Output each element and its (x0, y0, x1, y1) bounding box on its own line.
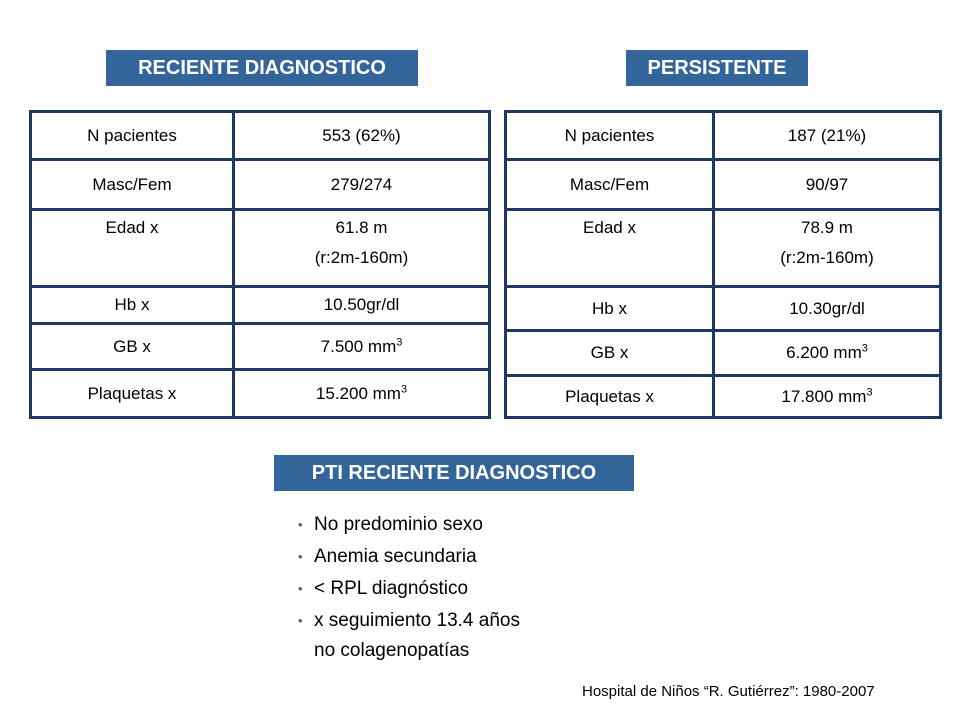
left-table (29, 110, 491, 419)
edad-value: 61.8 m (335, 218, 388, 237)
row-label: Masc/Fem (506, 160, 714, 210)
table-row (506, 376, 941, 418)
row-label: Hb x (31, 287, 234, 324)
row-value: 187 (21%) (714, 112, 941, 160)
table-row (31, 324, 490, 370)
gb-value: 7.500 mm (320, 336, 397, 356)
table-row (506, 331, 941, 376)
list-item (298, 606, 520, 668)
row-label: N pacientes (31, 112, 234, 160)
bullet-icon: • (298, 517, 303, 532)
row-label: N pacientes (506, 112, 714, 160)
bullet-text: x seguimiento 13.4 años (314, 610, 520, 631)
right-table (504, 110, 942, 419)
row-value (714, 331, 941, 376)
bullet-text: No predominio sexo (314, 514, 483, 535)
bullet-text: < RPL diagnóstico (314, 578, 469, 599)
header-pti-reciente-diagnostico: PTI RECIENTE DIAGNOSTICO (274, 455, 634, 491)
table-row (506, 210, 941, 287)
header-persistente: PERSISTENTE (626, 50, 808, 86)
superscript: 3 (400, 382, 408, 395)
table-row (31, 370, 490, 418)
row-value: 10.30gr/dl (714, 287, 941, 331)
row-label: Masc/Fem (31, 160, 234, 210)
row-label: GB x (506, 331, 714, 376)
table-row (506, 112, 941, 160)
row-value: 553 (62%) (234, 112, 490, 160)
plaquetas-value: 15.200 mm (315, 383, 401, 403)
table-row (31, 287, 490, 324)
row-value (714, 376, 941, 418)
table-row (31, 210, 490, 287)
edad-range: (r:2m-160m) (314, 248, 409, 267)
row-value: 90/97 (714, 160, 941, 210)
row-value (714, 210, 941, 287)
bullet-icon: • (298, 549, 303, 564)
list-item (298, 574, 520, 606)
row-label: Hb x (506, 287, 714, 331)
list-item (298, 510, 520, 542)
header-reciente-diagnostico: RECIENTE DIAGNOSTICO (106, 50, 418, 86)
row-value (234, 210, 490, 287)
row-value (234, 370, 490, 418)
bullet-icon: • (298, 613, 303, 628)
row-value (234, 324, 490, 370)
table-row (31, 112, 490, 160)
row-value: 10.50gr/dl (234, 287, 490, 324)
superscript: 3 (396, 335, 403, 348)
row-label: Edad x (31, 210, 234, 287)
superscript: 3 (866, 385, 873, 398)
list-item (298, 542, 520, 574)
row-label: Edad x (506, 210, 714, 287)
gb-value: 6.200 mm (786, 343, 862, 362)
superscript: 3 (861, 342, 868, 355)
table-row (506, 160, 941, 210)
bullet-text: Anemia secundaria (314, 546, 477, 567)
row-value: 279/274 (234, 160, 490, 210)
row-label: GB x (31, 324, 234, 370)
bullet-icon: • (298, 581, 303, 596)
table-row (506, 287, 941, 331)
plaquetas-value: 17.800 mm (781, 386, 867, 406)
bullet-text-continuation: no colagenopatías (314, 640, 470, 661)
row-label: Plaquetas x (506, 376, 714, 418)
findings-list (298, 510, 520, 668)
edad-value: 78.9 m (801, 218, 853, 237)
source-footer: Hospital de Niños “R. Gutiérrez”: 1980-2007 (582, 683, 875, 700)
row-label: Plaquetas x (31, 370, 234, 418)
edad-range: (r:2m-160m) (780, 248, 874, 267)
table-row (31, 160, 490, 210)
